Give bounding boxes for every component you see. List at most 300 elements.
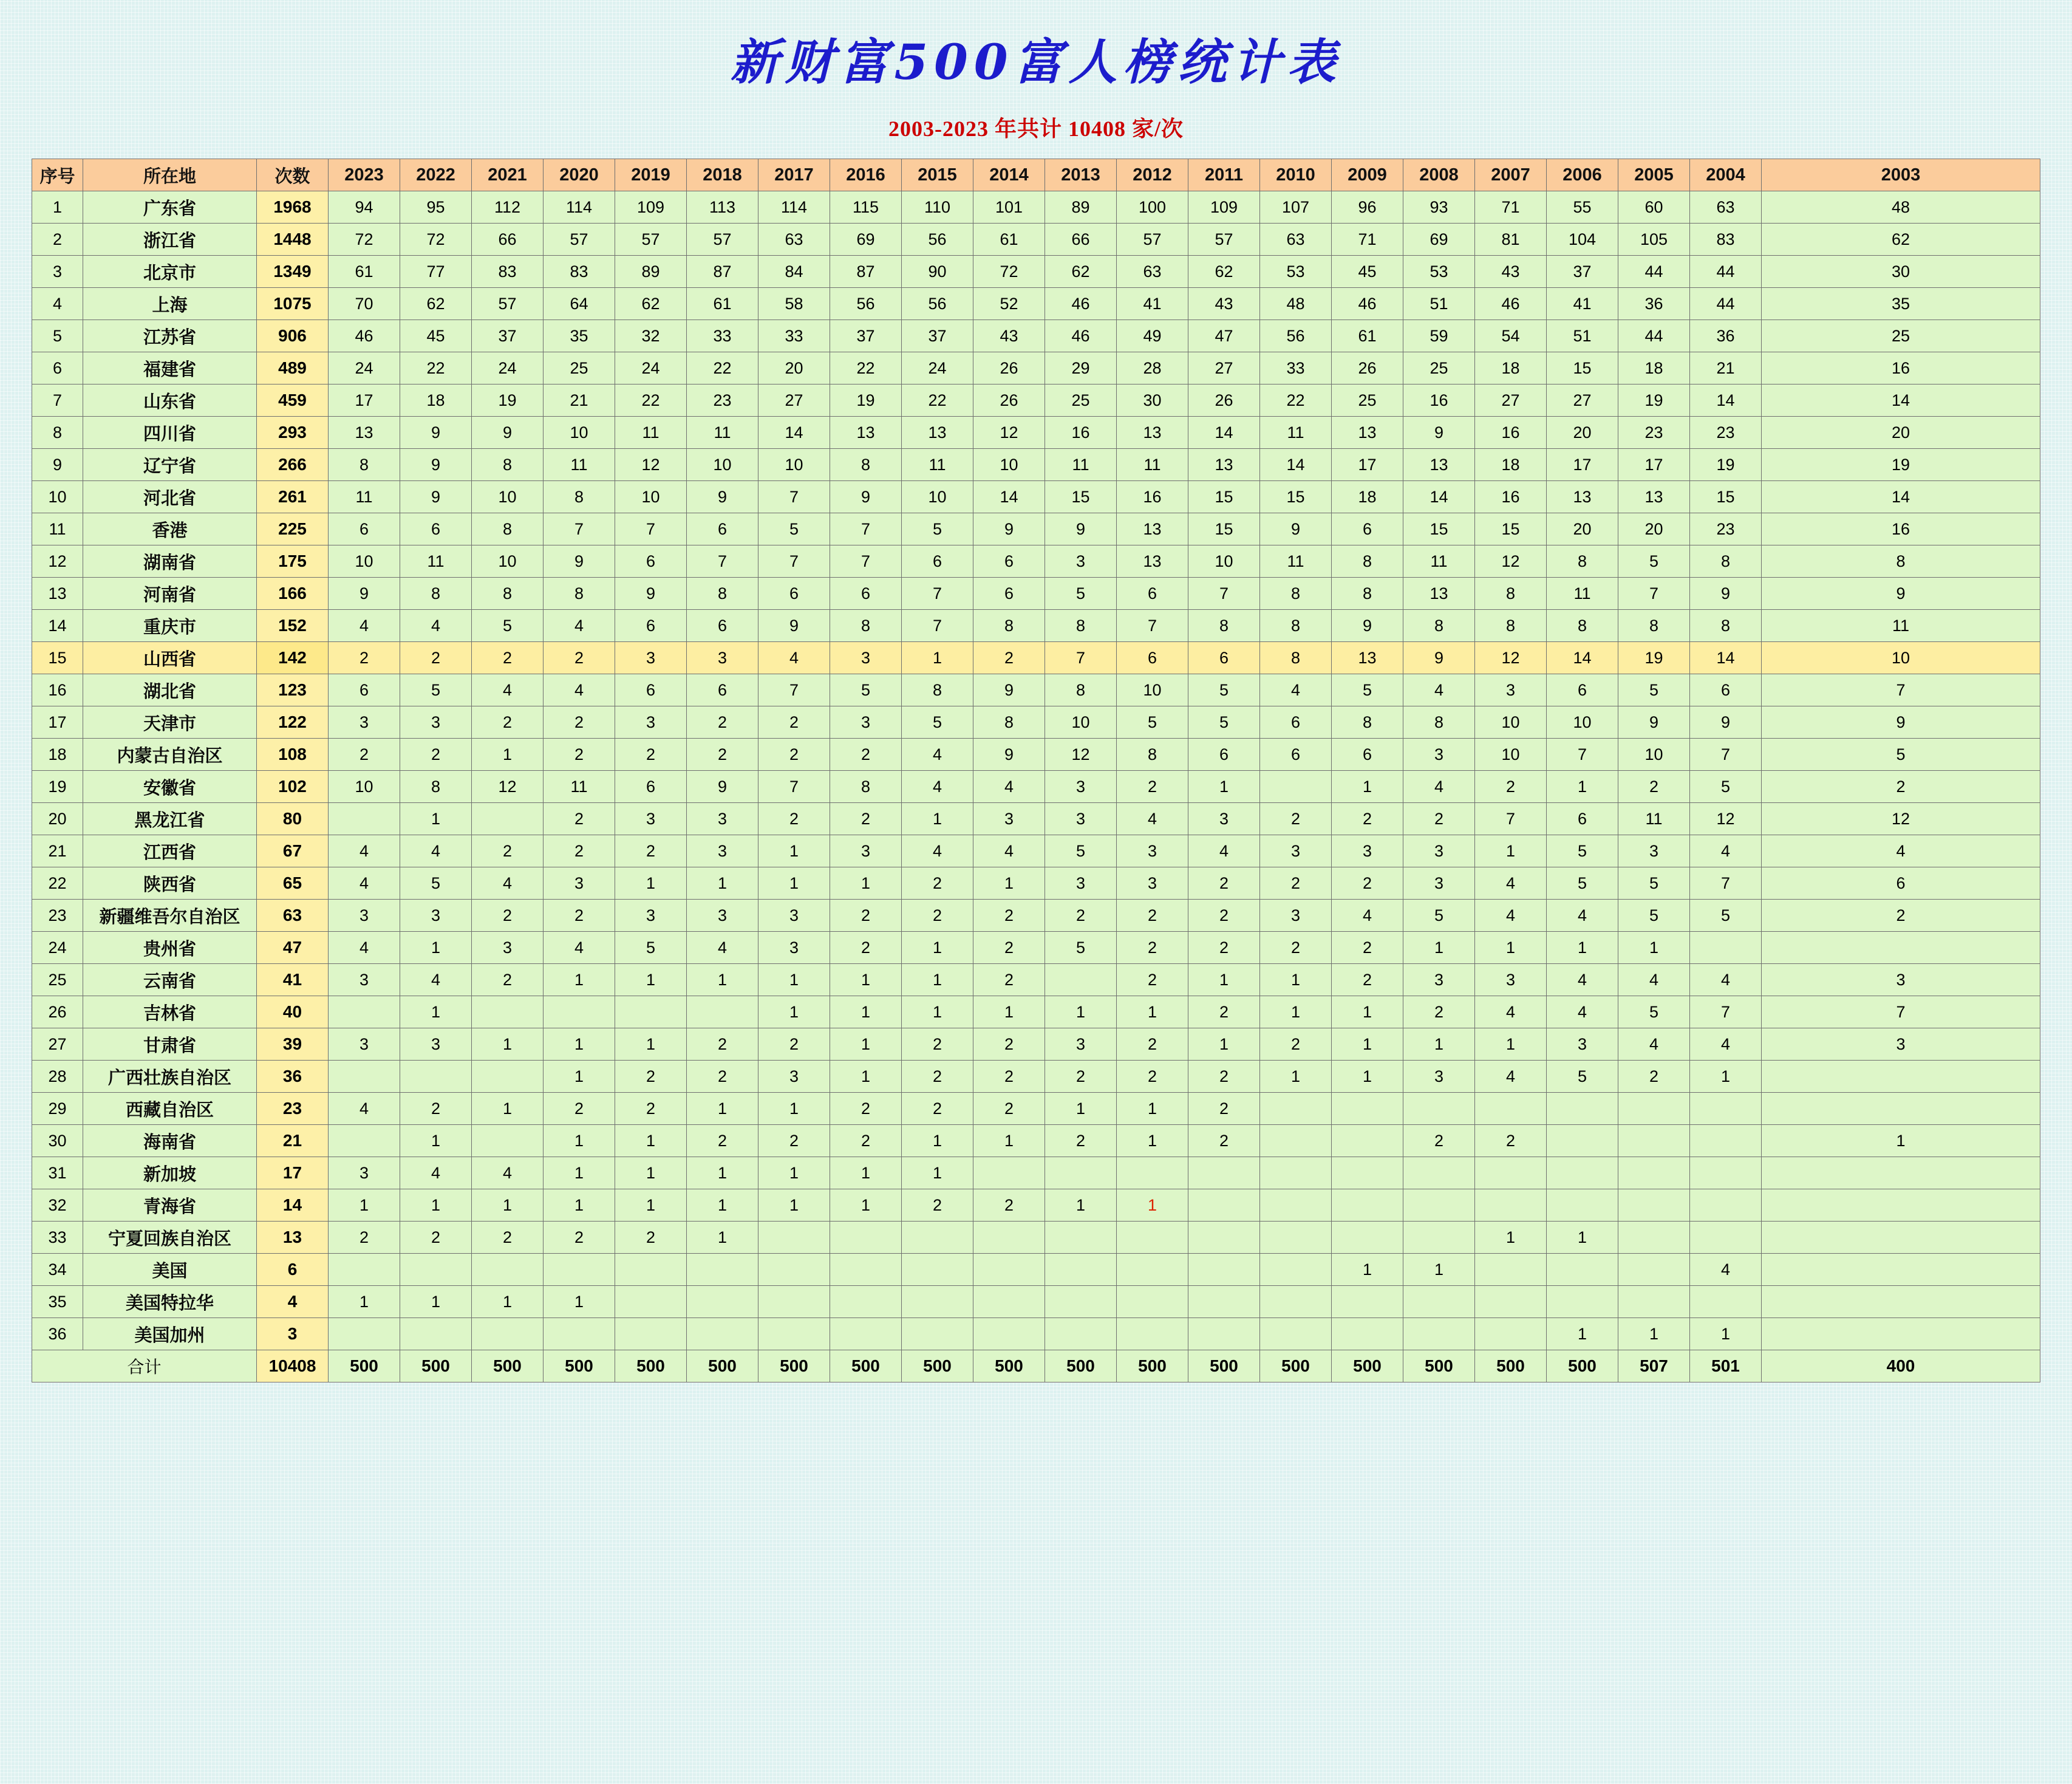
row-year-value: 1 [472,1093,544,1125]
row-year-value: 2 [472,964,544,996]
row-year-value: 2 [544,900,615,932]
row-year-value: 60 [1618,191,1690,224]
row-year-value: 6 [615,545,687,578]
row-index: 3 [32,256,83,288]
row-year-value: 112 [472,191,544,224]
row-year-value: 2 [1260,867,1332,900]
row-year-value: 25 [1332,384,1403,417]
footer-year-total: 500 [1403,1350,1475,1382]
column-header-9: 2017 [758,159,830,191]
row-year-value [1618,1157,1690,1189]
row-year-value: 18 [400,384,472,417]
table-row [32,706,2040,739]
row-year-value: 10 [1045,706,1117,739]
row-year-value [1762,1093,2040,1125]
row-year-value [1332,1189,1403,1222]
row-year-value [615,996,687,1028]
row-year-value: 11 [1117,449,1188,481]
row-year-value: 3 [1762,1028,2040,1061]
row-year-value: 5 [902,513,973,545]
row-year-value [1547,1286,1618,1318]
row-year-value: 11 [1045,449,1117,481]
row-year-value: 11 [1403,545,1475,578]
row-year-value: 2 [329,642,400,674]
row-year-value [1188,1286,1260,1318]
row-total-count: 40 [257,996,329,1028]
row-year-value: 9 [1690,578,1762,610]
row-year-value: 1 [1547,932,1618,964]
row-year-value: 1 [687,1222,758,1254]
row-year-value: 2 [973,642,1045,674]
row-year-value: 3 [1403,964,1475,996]
row-year-value [902,1286,973,1318]
row-year-value: 61 [1332,320,1403,352]
row-year-value: 1 [615,1157,687,1189]
row-year-value [1188,1254,1260,1286]
row-year-value: 3 [1403,739,1475,771]
row-year-value: 25 [544,352,615,384]
row-year-value: 11 [329,481,400,513]
row-year-value: 43 [1188,288,1260,320]
row-year-value: 4 [1618,964,1690,996]
row-year-value: 41 [1547,288,1618,320]
row-year-value [687,1254,758,1286]
row-total-count: 123 [257,674,329,706]
row-year-value: 7 [1188,578,1260,610]
row-year-value: 93 [1403,191,1475,224]
row-year-value: 13 [1332,642,1403,674]
footer-year-total: 500 [1475,1350,1547,1382]
table-row [32,578,2040,610]
row-year-value: 1 [329,1189,400,1222]
row-year-value: 29 [1045,352,1117,384]
row-year-value: 2 [329,739,400,771]
row-year-value: 56 [830,288,902,320]
row-year-value: 27 [1188,352,1260,384]
row-year-value: 55 [1547,191,1618,224]
row-year-value: 11 [1618,803,1690,835]
row-index: 28 [32,1061,83,1093]
row-year-value: 7 [1690,867,1762,900]
row-year-value: 5 [902,706,973,739]
row-year-value: 5 [1332,674,1403,706]
row-year-value: 1 [400,1189,472,1222]
row-year-value: 35 [1762,288,2040,320]
row-year-value: 1 [1618,1318,1690,1350]
table-row [32,1254,2040,1286]
row-year-value: 1 [1475,1028,1547,1061]
row-year-value [1045,1254,1117,1286]
row-year-value: 1 [973,867,1045,900]
row-year-value: 63 [758,224,830,256]
row-total-count: 6 [257,1254,329,1286]
row-year-value: 2 [830,900,902,932]
row-year-value [1403,1222,1475,1254]
row-year-value [1690,1286,1762,1318]
row-year-value: 2 [1332,964,1403,996]
row-year-value: 20 [1762,417,2040,449]
row-place: 美国 [83,1254,257,1286]
table-row [32,384,2040,417]
row-year-value: 13 [1117,417,1188,449]
row-year-value: 11 [400,545,472,578]
row-total-count: 1968 [257,191,329,224]
row-year-value [1618,1125,1690,1157]
row-year-value: 1 [472,1286,544,1318]
row-year-value: 27 [1475,384,1547,417]
column-header-5: 2021 [472,159,544,191]
row-year-value: 11 [1260,545,1332,578]
row-place: 江西省 [83,835,257,867]
row-year-value: 1 [615,1028,687,1061]
row-year-value: 1 [830,1028,902,1061]
row-year-value: 2 [1260,932,1332,964]
row-year-value: 1 [902,996,973,1028]
row-year-value: 3 [1260,900,1332,932]
row-year-value: 1 [1403,932,1475,964]
row-year-value: 6 [1260,739,1332,771]
table-row [32,674,2040,706]
row-year-value: 10 [1475,706,1547,739]
column-header-15: 2011 [1188,159,1260,191]
row-year-value: 1 [830,964,902,996]
row-year-value: 6 [1332,513,1403,545]
row-year-value: 15 [1188,481,1260,513]
row-year-value: 9 [544,545,615,578]
row-year-value: 4 [1547,900,1618,932]
table-row [32,964,2040,996]
row-year-value: 69 [1403,224,1475,256]
row-year-value: 8 [830,610,902,642]
row-year-value: 32 [615,320,687,352]
column-header-6: 2020 [544,159,615,191]
row-year-value: 2 [1117,964,1188,996]
row-year-value: 53 [1403,256,1475,288]
column-header-17: 2009 [1332,159,1403,191]
row-year-value: 8 [400,771,472,803]
row-year-value: 17 [1547,449,1618,481]
row-year-value: 5 [1117,706,1188,739]
row-year-value: 35 [544,320,615,352]
row-total-count: 266 [257,449,329,481]
row-year-value: 57 [1117,224,1188,256]
row-year-value [329,1125,400,1157]
row-year-value: 4 [329,610,400,642]
row-year-value: 11 [902,449,973,481]
row-year-value: 46 [329,320,400,352]
row-year-value: 15 [1188,513,1260,545]
row-year-value: 13 [902,417,973,449]
row-year-value: 4 [1475,1061,1547,1093]
row-total-count: 1075 [257,288,329,320]
table-row [32,191,2040,224]
row-year-value: 1 [1332,771,1403,803]
row-year-value: 2 [687,706,758,739]
row-year-value: 2 [687,1028,758,1061]
row-year-value: 10 [687,449,758,481]
row-year-value: 5 [1403,900,1475,932]
row-year-value: 9 [400,449,472,481]
row-year-value: 2 [830,739,902,771]
footer-year-total: 500 [830,1350,902,1382]
row-year-value [1762,932,2040,964]
row-year-value: 12 [615,449,687,481]
row-year-value: 9 [830,481,902,513]
row-year-value: 8 [1332,578,1403,610]
row-year-value: 8 [973,610,1045,642]
row-year-value: 1 [1188,771,1260,803]
row-year-value: 2 [615,739,687,771]
statistics-table [32,159,2040,1382]
row-year-value: 57 [544,224,615,256]
row-year-value: 3 [400,1028,472,1061]
row-year-value: 57 [615,224,687,256]
row-year-value: 16 [1475,481,1547,513]
row-year-value [830,1318,902,1350]
row-year-value: 87 [687,256,758,288]
row-total-count: 906 [257,320,329,352]
row-year-value: 96 [1332,191,1403,224]
row-year-value: 3 [758,932,830,964]
row-year-value [830,1254,902,1286]
row-year-value [1618,1254,1690,1286]
row-year-value: 6 [758,578,830,610]
row-year-value: 48 [1762,191,2040,224]
row-year-value: 10 [1762,642,2040,674]
row-year-value: 14 [1762,384,2040,417]
row-year-value: 8 [329,449,400,481]
row-year-value [1547,1093,1618,1125]
row-year-value: 8 [1547,610,1618,642]
row-year-value [973,1286,1045,1318]
row-year-value: 100 [1117,191,1188,224]
table-row [32,867,2040,900]
row-year-value: 4 [1188,835,1260,867]
row-year-value: 36 [1690,320,1762,352]
row-year-value [1332,1318,1403,1350]
row-year-value: 115 [830,191,902,224]
row-year-value: 11 [687,417,758,449]
row-year-value: 6 [615,610,687,642]
row-year-value [758,1318,830,1350]
row-total-count: 23 [257,1093,329,1125]
row-year-value: 1 [1618,932,1690,964]
column-header-0: 序号 [32,159,83,191]
column-header-8: 2018 [687,159,758,191]
row-year-value: 66 [1045,224,1117,256]
row-year-value: 1 [1547,771,1618,803]
row-year-value: 10 [329,545,400,578]
row-year-value: 13 [1547,481,1618,513]
row-index: 31 [32,1157,83,1189]
row-year-value: 13 [1618,481,1690,513]
row-year-value: 4 [472,1157,544,1189]
row-year-value: 46 [1332,288,1403,320]
row-year-value: 18 [1475,449,1547,481]
row-year-value: 13 [830,417,902,449]
row-year-value [1045,1222,1117,1254]
row-year-value: 9 [1618,706,1690,739]
row-place: 重庆市 [83,610,257,642]
row-year-value: 2 [1188,1061,1260,1093]
row-year-value: 2 [973,900,1045,932]
row-year-value: 1 [1547,1318,1618,1350]
row-year-value: 12 [472,771,544,803]
row-year-value [973,1318,1045,1350]
row-year-value: 12 [973,417,1045,449]
row-year-value [902,1318,973,1350]
row-year-value: 3 [1045,771,1117,803]
row-year-value: 7 [902,578,973,610]
row-year-value: 7 [1690,739,1762,771]
row-year-value: 4 [329,1093,400,1125]
row-year-value: 5 [758,513,830,545]
row-year-value: 7 [1762,674,2040,706]
row-year-value [1045,1318,1117,1350]
row-year-value: 3 [830,642,902,674]
row-year-value: 62 [1188,256,1260,288]
row-index: 22 [32,867,83,900]
row-year-value: 8 [1403,610,1475,642]
row-year-value: 16 [1117,481,1188,513]
footer-year-total: 500 [1045,1350,1117,1382]
column-header-7: 2019 [615,159,687,191]
row-year-value: 1 [687,1093,758,1125]
row-year-value: 11 [1547,578,1618,610]
row-total-count: 225 [257,513,329,545]
row-place: 湖南省 [83,545,257,578]
row-year-value: 4 [472,867,544,900]
row-year-value: 5 [1045,835,1117,867]
row-year-value [1117,1254,1188,1286]
row-year-value: 5 [1618,674,1690,706]
row-year-value: 21 [544,384,615,417]
row-year-value [973,1222,1045,1254]
row-year-value [1762,1061,2040,1093]
row-year-value: 104 [1547,224,1618,256]
column-header-23: 2003 [1762,159,2040,191]
row-year-value: 14 [1403,481,1475,513]
row-index: 6 [32,352,83,384]
row-year-value: 1 [1332,1028,1403,1061]
row-year-value: 33 [1260,352,1332,384]
row-year-value: 1 [472,1028,544,1061]
row-year-value: 2 [902,1189,973,1222]
row-place: 陕西省 [83,867,257,900]
row-year-value: 20 [1618,513,1690,545]
row-place: 香港 [83,513,257,545]
row-year-value: 5 [1618,867,1690,900]
row-year-value [1475,1318,1547,1350]
row-year-value: 6 [329,513,400,545]
row-place: 山东省 [83,384,257,417]
table-row [32,545,2040,578]
row-year-value: 12 [1762,803,2040,835]
row-year-value: 27 [758,384,830,417]
row-year-value: 4 [1690,1028,1762,1061]
row-year-value: 62 [1045,256,1117,288]
row-year-value: 10 [902,481,973,513]
row-year-value: 9 [687,481,758,513]
row-year-value: 11 [615,417,687,449]
row-year-value: 17 [1618,449,1690,481]
row-year-value: 4 [973,771,1045,803]
row-place: 广西壮族自治区 [83,1061,257,1093]
footer-year-total: 500 [1117,1350,1188,1382]
row-year-value: 2 [1475,1125,1547,1157]
row-index: 26 [32,996,83,1028]
row-year-value: 5 [400,674,472,706]
row-year-value [1403,1286,1475,1318]
row-year-value: 2 [1045,1061,1117,1093]
row-year-value: 7 [615,513,687,545]
row-year-value: 46 [1045,320,1117,352]
row-place: 海南省 [83,1125,257,1157]
row-year-value: 9 [973,513,1045,545]
row-year-value [1475,1189,1547,1222]
row-year-value: 83 [544,256,615,288]
row-year-value: 3 [1117,835,1188,867]
row-year-value: 51 [1547,320,1618,352]
row-total-count: 1448 [257,224,329,256]
row-year-value [1403,1093,1475,1125]
table-row [32,256,2040,288]
row-year-value: 8 [1762,545,2040,578]
row-year-value: 22 [1260,384,1332,417]
row-year-value: 1 [329,1286,400,1318]
row-year-value: 17 [1332,449,1403,481]
footer-year-total: 500 [973,1350,1045,1382]
column-header-10: 2016 [830,159,902,191]
row-place: 广东省 [83,191,257,224]
row-year-value: 2 [830,803,902,835]
table-row [32,1286,2040,1318]
row-year-value: 5 [1045,578,1117,610]
row-year-value: 2 [615,1061,687,1093]
row-year-value: 1 [1403,1254,1475,1286]
row-year-value: 8 [1188,610,1260,642]
row-year-value: 6 [1547,674,1618,706]
row-total-count: 4 [257,1286,329,1318]
row-year-value: 7 [1762,996,2040,1028]
row-year-value: 2 [758,1125,830,1157]
row-place: 吉林省 [83,996,257,1028]
row-year-value: 114 [544,191,615,224]
row-year-value: 6 [1188,642,1260,674]
row-year-value: 15 [1045,481,1117,513]
row-year-value: 6 [687,674,758,706]
row-year-value: 20 [1547,513,1618,545]
row-place: 黑龙江省 [83,803,257,835]
table-row [32,835,2040,867]
row-year-value: 4 [1690,964,1762,996]
row-year-value: 14 [1690,384,1762,417]
row-year-value: 8 [687,578,758,610]
row-year-value: 9 [1403,642,1475,674]
row-year-value: 4 [687,932,758,964]
row-year-value: 1 [400,1125,472,1157]
row-year-value [1332,1093,1403,1125]
row-year-value: 1 [1045,1093,1117,1125]
row-year-value: 6 [1547,803,1618,835]
row-year-value: 2 [902,1028,973,1061]
row-year-value: 10 [1117,674,1188,706]
row-year-value: 5 [1547,835,1618,867]
row-year-value: 30 [1762,256,2040,288]
row-year-value: 43 [973,320,1045,352]
row-year-value: 24 [472,352,544,384]
row-year-value [1690,1125,1762,1157]
